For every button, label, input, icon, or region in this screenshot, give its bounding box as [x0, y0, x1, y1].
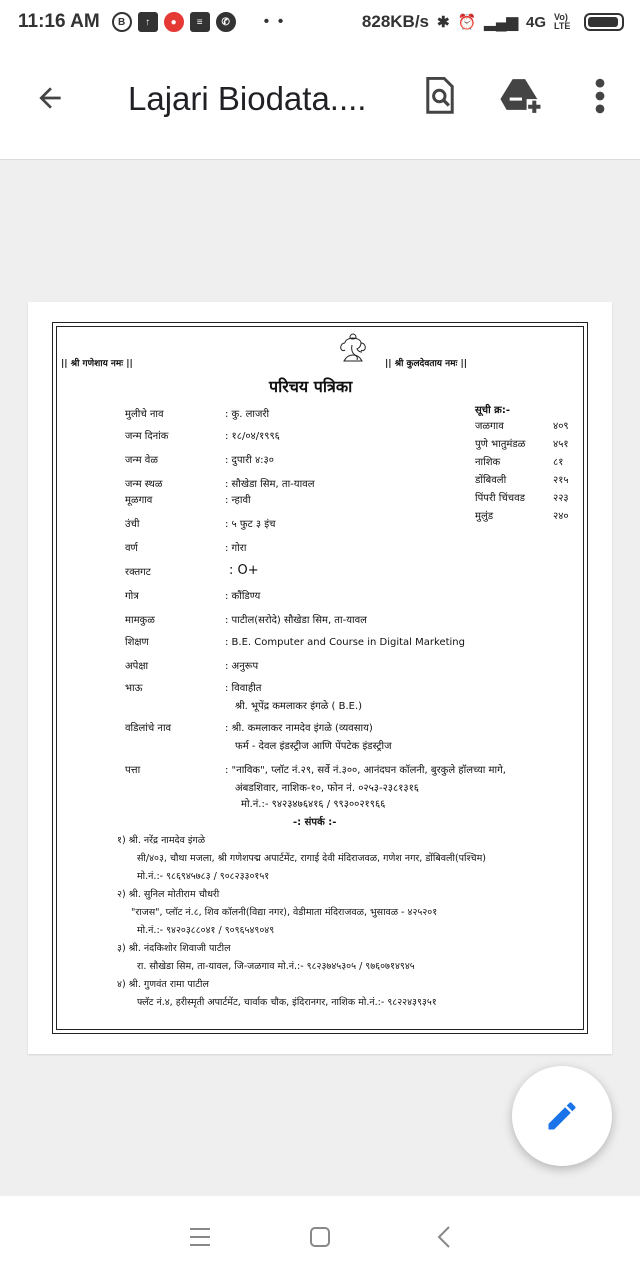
suchi-name: पिंपरी चिंचवड — [475, 493, 526, 504]
field-value-education: : B.E. Computer and Course in Digital Marketing — [225, 637, 465, 648]
find-in-page-icon — [423, 77, 457, 115]
field-father-detail: फर्म - देवल इंडस्ट्रीज आणि पेंपटेक इंडस्ट्रीज — [235, 741, 392, 752]
add-to-drive-button[interactable] — [500, 74, 544, 118]
suchi-number: ४५१ — [553, 439, 569, 450]
edit-fab-button[interactable] — [512, 1066, 612, 1166]
field-label-birth-time: जन्म वेळ — [125, 455, 158, 466]
more-notifications-icon: • • — [263, 13, 286, 30]
field-label-name: मुलीचे नाव — [125, 409, 164, 420]
suchi-name: डोंबिवली — [475, 475, 507, 486]
field-address-line2: अंबडशिवार, नाशिक-१०, फोन नं. ०२५३-२३८१३१६ — [235, 783, 420, 794]
suchi-number: २१५ — [553, 475, 569, 486]
biodata-heading: परिचय पत्रिका — [269, 377, 353, 396]
field-value-birth-time: : दुपारी ४:३० — [225, 455, 274, 466]
find-in-page-button[interactable] — [418, 74, 462, 118]
biodata-border — [52, 322, 588, 1034]
contact-name: २) श्री. सुनिल मोतीराम चौधरी — [117, 889, 220, 900]
suchi-name: पुणे भातुमंडळ — [475, 439, 526, 450]
notification-icons — [112, 12, 236, 32]
field-value-brother: : विवाहीत — [225, 683, 262, 694]
contact-name: ३) श्री. नंदकिशोर शिवाजी पाटील — [117, 943, 231, 954]
field-label-expectation: अपेक्षा — [125, 661, 149, 672]
field-value-blood-group: : O+ — [229, 563, 259, 578]
suchi-number: ८१ — [553, 457, 564, 468]
field-label-brother: भाऊ — [125, 683, 143, 694]
field-value-mamkul: : पाटील(सरोदे) सौखेडा सिम, ता-यावल — [225, 615, 367, 626]
suchi-name: नाशिक — [475, 457, 501, 468]
suchi-number: २४० — [553, 511, 569, 522]
field-value-height: : ५ फुट ३ इंच — [225, 519, 276, 530]
field-label-address: पत्ता — [125, 765, 141, 776]
left-blessing: || श्री गणेशाय नमः || — [61, 359, 133, 369]
contact-heading: -: संपर्क :- — [293, 817, 337, 828]
alarm-icon: ⏰ — [457, 14, 477, 31]
field-value-father: : श्री. कमलाकर नामदेव इंगळे (व्यवसाय) — [225, 723, 373, 734]
network-speed: 828KB/s — [361, 12, 430, 31]
volte-indicator: Vo) LTE — [554, 12, 571, 31]
more-options-button[interactable] — [578, 74, 622, 118]
field-value-dob: : १८/०४/१९९६ — [225, 431, 280, 442]
b-circle-icon: B — [112, 12, 132, 32]
recents-icon — [189, 1227, 211, 1247]
contact-phone: मो.नं.:- ९८६९४५७८३ / ९०८२३३०१५१ — [137, 871, 270, 882]
field-value-gotra: : कौंडिण्य — [225, 591, 261, 602]
message-icon: ≡ — [190, 12, 210, 32]
suchi-number: ४०९ — [553, 421, 569, 432]
suchi-title: सूची क्र:- — [475, 405, 511, 416]
field-label-native: मूळगाव — [125, 495, 153, 506]
suchi-name: मुलुंड — [475, 511, 494, 522]
back-button[interactable] — [30, 78, 70, 118]
contact-address: सी/४०३, चौथा मजला, श्री गणेशपद्म अपार्टमेंट, रागाई देवी मंदिराजवळ, गणेश नगर, डोंबिवली(पश्चिम) — [137, 853, 486, 864]
add-to-drive-icon — [500, 76, 544, 116]
field-value-complexion: : गोरा — [225, 543, 247, 554]
field-label-birth-place: जन्म स्थळ — [125, 479, 163, 490]
more-vert-icon — [594, 78, 606, 114]
right-blessing: || श्री कुलदेवताय नमः || — [385, 359, 468, 369]
status-time: 11:16 AM — [18, 11, 100, 32]
field-label-gotra: गोत्र — [125, 591, 139, 602]
field-label-blood-group: रक्तगट — [125, 567, 151, 578]
field-label-dob: जन्म दिनांक — [125, 431, 169, 442]
system-icons — [437, 13, 624, 31]
field-value-expectation: : अनुरूप — [225, 661, 259, 672]
home-icon — [309, 1226, 331, 1248]
field-value-name: : कु. लाजरी — [225, 409, 270, 420]
field-address-phone: मो.नं.:- ९४२३४७६४१६ / ९९३००२१९६६ — [241, 799, 386, 810]
contact-name: १) श्री. नरेंद्र नामदेव इंगळे — [117, 835, 206, 846]
field-value-native: : न्हावी — [225, 495, 251, 506]
field-brother-detail: श्री. भूपेंद्र कमलाकर इंगळे ( B.E.) — [235, 701, 363, 712]
contact-name: ४) श्री. गुणवंत रामा पाटील — [117, 979, 209, 990]
arrow-back-icon — [34, 82, 66, 114]
suchi-number: २२३ — [553, 493, 569, 504]
field-label-height: उंची — [125, 519, 140, 530]
recents-button[interactable] — [182, 1222, 218, 1252]
app-bar — [0, 44, 640, 160]
battery-icon — [584, 13, 624, 31]
phone-icon: ✆ — [216, 12, 236, 32]
field-label-father: वडिलांचे नाव — [125, 723, 172, 734]
ganesha-icon — [335, 331, 371, 367]
network-type: 4G — [525, 13, 546, 31]
document-page[interactable] — [28, 302, 612, 1054]
field-label-education: शिक्षण — [125, 637, 149, 648]
field-label-complexion: वर्ण — [125, 543, 138, 554]
field-value-address: : "नाविक", प्लॉट नं.२९, सर्वे नं.३००, आनंदघन कॉलनी, बुरकुले हॉलच्या मागे, — [225, 765, 506, 776]
contact-address: रा. सौखेडा सिम, ता-यावल, जि-जळगाव मो.नं.:- ९८२३७४५३०५ / ९७६०७१४९४५ — [137, 961, 415, 972]
edit-pencil-icon — [544, 1098, 580, 1134]
nav-back-button[interactable] — [426, 1222, 462, 1252]
field-label-mamkul: मामकुळ — [125, 615, 155, 626]
upload-icon: ↑ — [138, 12, 158, 32]
contact-phone: मो.नं.:- ९४२०३८८०४१ / ९०९६५४९०४९ — [137, 925, 275, 936]
contact-address: फ्लॅट नं.४, हरीस्मृती अपार्टमेंट, चार्वाक चौक, इंदिरानगर, नाशिक मो.नं.:- ९८२२४३९३५१ — [137, 997, 437, 1008]
system-navigation-bar — [0, 1196, 640, 1280]
suchi-name: जळगाव — [475, 421, 504, 432]
home-button[interactable] — [302, 1222, 338, 1252]
bluetooth-icon: ✱ — [437, 14, 450, 31]
signal-icon: ▂▄▆ — [484, 14, 518, 31]
status-bar — [0, 0, 640, 44]
record-icon: ● — [164, 12, 184, 32]
document-title: Lajari Biodata.... — [128, 80, 367, 117]
nav-back-icon — [436, 1225, 452, 1249]
contact-address: "राजस", प्लॉट नं.८, शिव कॉलनी(विद्या नगर), वेडीमाता मंदिराजवळ, भुसावळ - ४२५२०१ — [131, 907, 438, 918]
field-value-birth-place: : सौखेडा सिम, ता-यावल — [225, 479, 315, 490]
